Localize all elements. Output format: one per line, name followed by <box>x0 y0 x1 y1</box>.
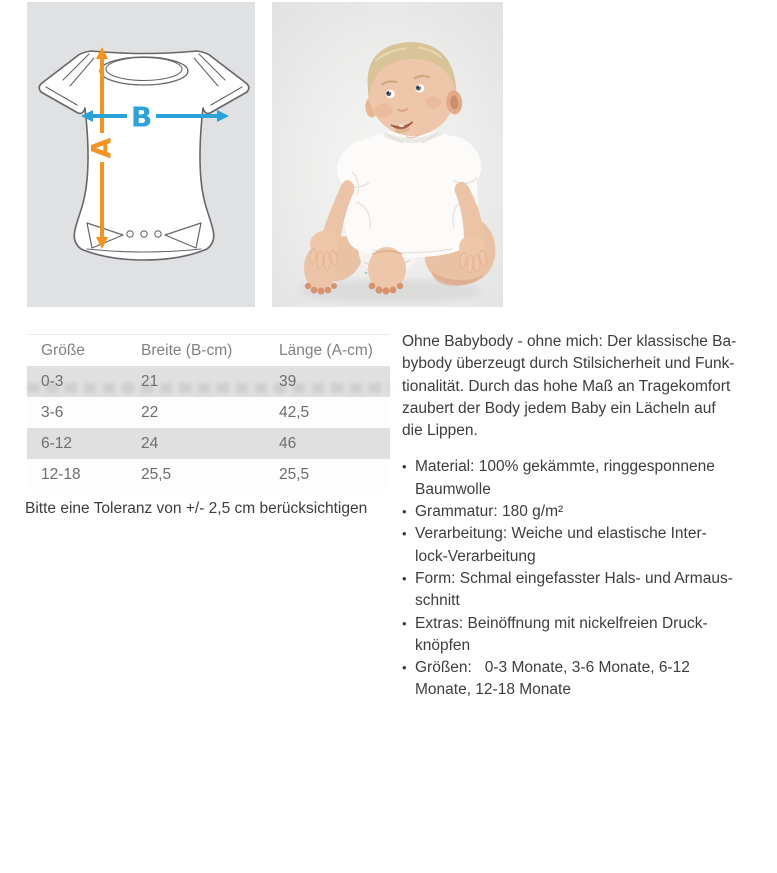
size-table-section <box>27 334 390 490</box>
bullet-icon: • <box>402 526 407 542</box>
feature-line: lock-Verarbeitung <box>415 547 536 565</box>
feature-line: Monate, 12-18 Monate <box>415 681 571 699</box>
laenge-cell: 39 <box>278 366 390 397</box>
column-header-laenge: Länge (A-cm) <box>278 335 390 367</box>
intro-line: tionalität. Durch das hohe Maß an Tragekomfort <box>402 377 731 395</box>
feature-line: Extras: Beinöffnung mit nickelfreien Druck- <box>415 614 708 632</box>
intro-line: bybody überzeugt durch Stilsicherheit und Funk- <box>402 355 735 373</box>
intro-line: die Lippen. <box>402 422 478 440</box>
product-description <box>402 331 762 702</box>
laenge-cell: 25,5 <box>278 459 390 490</box>
size-cell: 3-6 <box>27 397 140 428</box>
feature-line: schnitt <box>415 592 460 610</box>
feature-line: Grammatur: 180 g/m² <box>415 503 564 521</box>
laenge-cell: 46 <box>278 428 390 459</box>
breite-cell: 24 <box>140 428 278 459</box>
feature-line: Baumwolle <box>415 480 491 498</box>
size-cell: 0-3 <box>27 366 140 397</box>
bullet-icon: • <box>402 570 407 586</box>
bullet-icon: • <box>402 459 407 475</box>
arrow-a-label: A <box>86 137 118 159</box>
bullet-icon: • <box>402 504 407 520</box>
product-features-list <box>402 456 762 701</box>
feature-line: Material: 100% gekämmte, ringgesponnene <box>415 458 715 476</box>
tolerance-note: Bitte eine Toleranz von +/- 2,5 cm berücksichtigen <box>25 500 368 517</box>
feature-line: knöpfen <box>415 636 471 654</box>
product-intro-paragraph <box>402 331 762 442</box>
baby-photo <box>272 2 503 307</box>
laenge-cell: 42,5 <box>278 397 390 428</box>
size-table-header-row <box>27 335 390 367</box>
size-cell: 6-12 <box>27 428 140 459</box>
size-diagram-panel <box>27 2 255 307</box>
feature-item-grammatur <box>402 501 762 523</box>
size-row-0-3 <box>27 366 390 397</box>
breite-cell: 22 <box>140 397 278 428</box>
breite-cell: 21 <box>140 366 278 397</box>
bodysuit-measurement-diagram <box>27 2 255 307</box>
arrow-b-label: B <box>130 100 153 134</box>
size-cell: 12-18 <box>27 459 140 490</box>
intro-line: Ohne Babybody - ohne mich: Der klassische Ba- <box>402 333 737 350</box>
bullet-icon: • <box>402 615 407 631</box>
feature-item-material <box>402 456 762 501</box>
feature-item-extras <box>402 613 762 658</box>
column-header-groesse: Größe <box>27 335 140 367</box>
snap-buttons <box>127 231 161 237</box>
intro-line: zaubert der Body jedem Baby ein Lächeln auf <box>402 399 716 417</box>
feature-item-groessen <box>402 657 762 702</box>
size-row-3-6 <box>27 397 390 428</box>
size-row-6-12 <box>27 428 390 459</box>
size-table <box>27 334 390 490</box>
feature-item-form <box>402 568 762 613</box>
feature-line: Verarbeitung: Weiche und elastische Inter- <box>415 525 707 543</box>
column-header-breite: Breite (B-cm) <box>140 335 278 367</box>
feature-line: Größen: 0-3 Monate, 3-6 Monate, 6-12 <box>415 659 690 677</box>
bullet-icon: • <box>402 660 407 676</box>
breite-cell: 25,5 <box>140 459 278 490</box>
feature-item-verarbeitung <box>402 523 762 568</box>
feature-line: Form: Schmal eingefasster Hals- und Armaus- <box>415 569 733 587</box>
size-row-12-18 <box>27 459 390 490</box>
product-photo-panel <box>272 2 503 307</box>
